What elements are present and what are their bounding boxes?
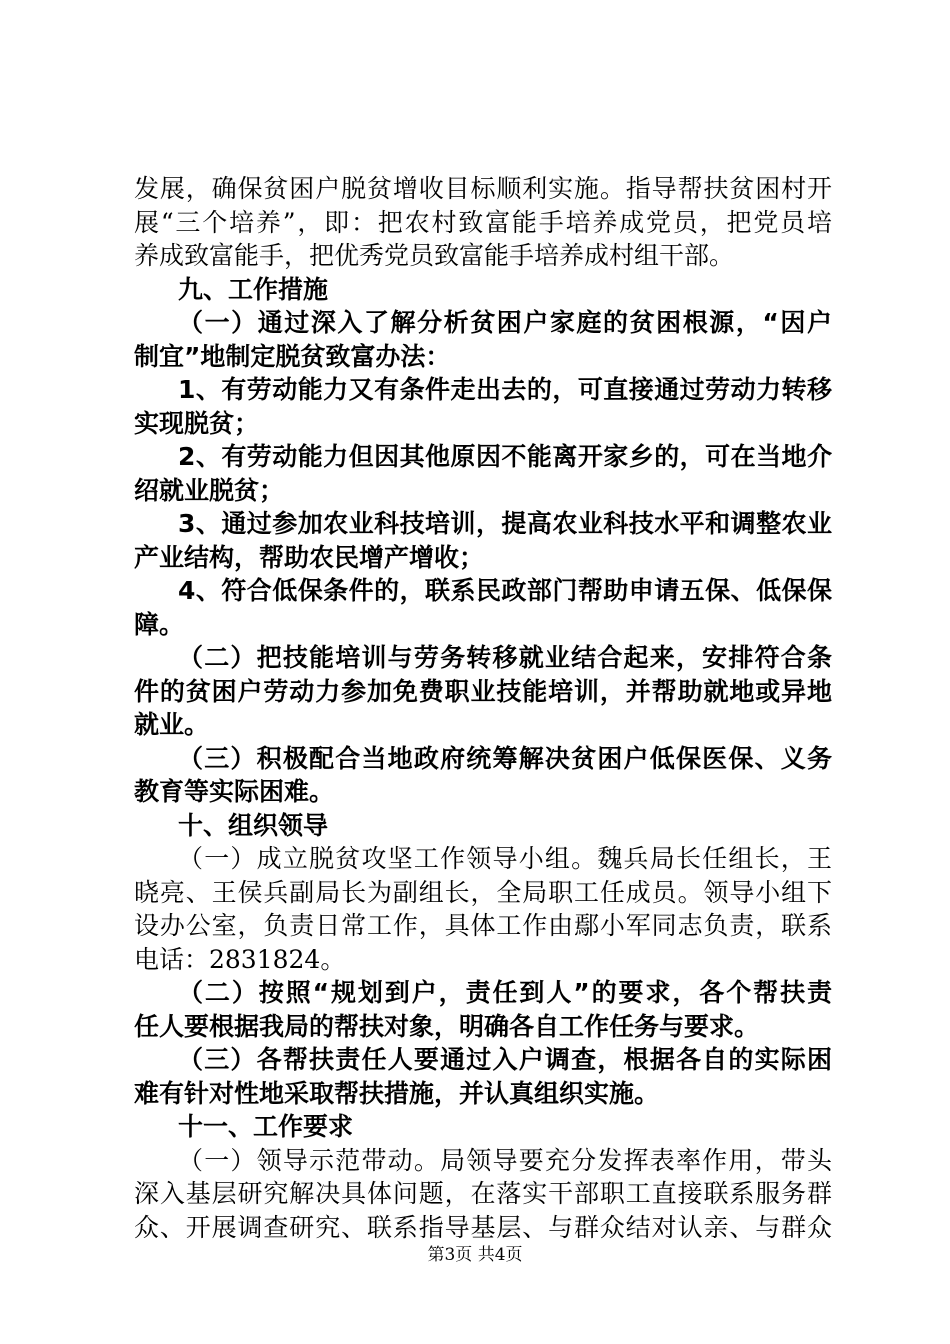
text-line: 难有针对性地采取帮扶措施，并认真组织实施。 [134, 1078, 660, 1108]
text-line: 教育等实际困难。 [134, 777, 335, 806]
text-line: （三）各帮扶责任人要通过入户调查，根据各自的实际困 [178, 1045, 832, 1074]
text-line: 众、开展调查研究、联系指导基层、与群众结对认亲、与群众 [134, 1212, 832, 1242]
text-line: 晓亮、王侯兵副局长为副组长，全局职工任成员。领导小组下 [134, 877, 832, 907]
text-line: （一）通过深入了解分析贫困户家庭的贫困根源，“因户 [178, 308, 832, 337]
text-line: 电话：2831824。 [134, 944, 346, 974]
text-line: 发展，确保贫困户脱贫增收目标顺利实施。指导帮扶贫困村开 [134, 174, 832, 203]
text-line: 制宜”地制定脱贫致富办法： [134, 341, 451, 371]
text-line: 2、有劳动能力但因其他原因不能离开家乡的，可在当地介 [178, 442, 832, 471]
text-line: 九、工作措施 [178, 274, 329, 304]
text-line: 十、组织领导 [178, 810, 329, 840]
page-footer: 第3页 共4页 [427, 1245, 523, 1265]
text-line: 4、符合低保条件的，联系民政部门帮助申请五保、低保保 [178, 576, 832, 605]
text-line: （一）成立脱贫攻坚工作领导小组。魏兵局长任组长，王 [178, 844, 832, 873]
text-line: （二）按照“规划到户，责任到人”的要求，各个帮扶责 [178, 978, 832, 1007]
text-line: 十一、工作要求 [178, 1112, 354, 1141]
text-line: 1、有劳动能力又有条件走出去的，可直接通过劳动力转移 [178, 375, 832, 404]
text-line: 展“三个培养”，即：把农村致富能手培养成党员，把党员培 [134, 207, 832, 237]
text-line: 障。 [134, 609, 185, 639]
text-line: （三）积极配合当地政府统筹解决贫困户低保医保、义务 [178, 743, 832, 773]
text-line: 件的贫困户劳动力参加免费职业技能培训，并帮助就地或异地 [134, 676, 832, 706]
text-line: 任人要根据我局的帮扶对象，明确各自工作任务与要求。 [134, 1011, 760, 1041]
text-line: 实现脱贫； [134, 408, 260, 438]
text-line: 养成致富能手，把优秀党员致富能手培养成村组干部。 [134, 241, 735, 270]
text-line: 绍就业脱贫； [134, 475, 285, 505]
document-body [134, 172, 832, 1244]
text-line: 深入基层研究解决具体问题，在落实干部职工直接联系服务群 [134, 1179, 832, 1208]
text-line: （二）把技能培训与劳务转移就业结合起来，安排符合条 [178, 643, 832, 672]
text-line: 就业。 [134, 710, 210, 739]
text-line: 设办公室，负责日常工作，具体工作由鄢小军同志负责，联系 [134, 911, 832, 940]
text-line: （一）领导示范带动。局领导要充分发挥表率作用，带头 [178, 1145, 832, 1175]
text-line: 产业结构，帮助农民增产增收； [134, 542, 485, 572]
text-line: 3、通过参加农业科技培训，提高农业科技水平和调整农业 [178, 509, 832, 538]
